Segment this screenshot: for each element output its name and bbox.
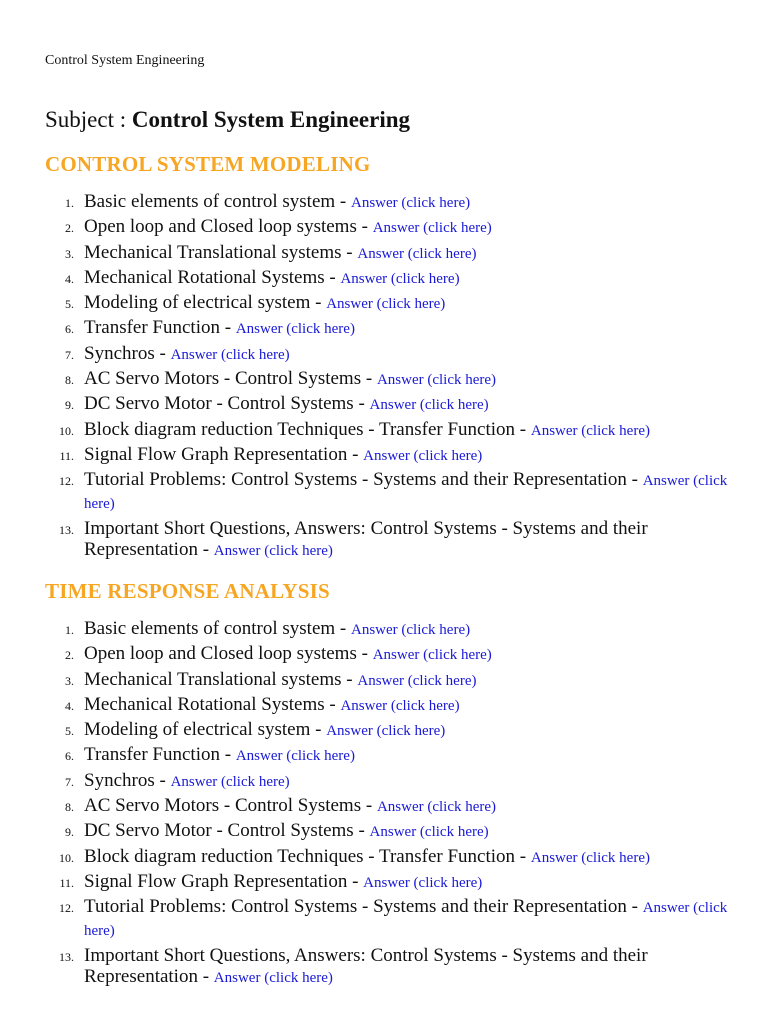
topic-title: AC Servo Motors - Control Systems bbox=[84, 795, 362, 817]
answer-link[interactable]: Answer (click here) bbox=[170, 773, 290, 790]
topic-title: Mechanical Rotational Systems bbox=[84, 266, 325, 288]
subject-prefix: Subject : bbox=[45, 107, 127, 132]
answer-link[interactable]: Answer (click here) bbox=[170, 346, 290, 363]
item-number: 9. bbox=[65, 398, 74, 413]
item-number: 3. bbox=[65, 246, 74, 261]
answer-link[interactable]: Answer (click here) bbox=[351, 622, 471, 638]
answer-link[interactable]: Answer (click here) bbox=[340, 697, 460, 714]
answer-link[interactable]: Answer (click here) bbox=[213, 542, 333, 559]
list-item bbox=[0, 444, 768, 467]
answer-link[interactable]: Answer (click here) bbox=[372, 647, 492, 664]
separator: - bbox=[353, 820, 370, 842]
topic-title: Basic elements of control system bbox=[84, 191, 336, 212]
item-number: 6. bbox=[65, 322, 74, 337]
item-number: 8. bbox=[65, 373, 74, 388]
answer-link[interactable]: Answer (click here) bbox=[372, 220, 492, 237]
item-number: 5. bbox=[65, 724, 74, 739]
item-number: 12. bbox=[59, 474, 74, 489]
separator: - bbox=[626, 896, 643, 918]
answer-link[interactable]: Answer (click here) bbox=[530, 422, 650, 439]
answer-link[interactable]: Answer (click here) bbox=[363, 447, 483, 464]
list-item bbox=[0, 694, 768, 717]
separator: - bbox=[515, 845, 531, 867]
separator: - bbox=[310, 719, 327, 741]
separator: - bbox=[324, 693, 341, 715]
item-number: 10. bbox=[59, 850, 74, 865]
list-item bbox=[0, 242, 768, 265]
topic-title: Open loop and Closed loop systems bbox=[84, 216, 357, 238]
topic-title: Basic elements of control system bbox=[84, 618, 336, 639]
list-item bbox=[0, 669, 768, 692]
list-item bbox=[0, 846, 768, 869]
item-number: 1. bbox=[65, 196, 74, 210]
answer-link[interactable]: Answer (click here) bbox=[84, 473, 728, 513]
answer-link[interactable]: Answer (click here) bbox=[357, 672, 477, 689]
topic-title: Open loop and Closed loop systems bbox=[84, 643, 357, 665]
separator: - bbox=[361, 368, 377, 390]
section-heading: CONTROL SYSTEM MODELING bbox=[45, 152, 371, 176]
topic-title: Mechanical Rotational Systems bbox=[84, 693, 325, 715]
topic-title: Tutorial Problems: Control Systems - Systems and their Representation bbox=[84, 896, 627, 918]
separator: - bbox=[361, 795, 377, 817]
topic-title: Signal Flow Graph Representation bbox=[84, 443, 348, 465]
list-item bbox=[0, 643, 768, 666]
list-item bbox=[0, 393, 768, 416]
topic-title: Modeling of electrical system bbox=[84, 292, 311, 314]
item-number: 5. bbox=[65, 297, 74, 312]
list-item bbox=[0, 216, 768, 239]
topic-title: Block diagram reduction Techniques - Transfer Function bbox=[84, 418, 516, 440]
topic-title: Synchros bbox=[84, 342, 155, 364]
answer-link[interactable]: Answer (click here) bbox=[235, 321, 355, 338]
topic-title: AC Servo Motors - Control Systems bbox=[84, 368, 362, 390]
separator: - bbox=[197, 538, 214, 560]
topic-title: Mechanical Translational systems bbox=[84, 668, 342, 690]
list-item bbox=[0, 343, 768, 366]
item-number: 1. bbox=[65, 623, 74, 637]
separator: - bbox=[347, 870, 364, 892]
separator: - bbox=[310, 292, 327, 314]
section-time-response-analysis bbox=[0, 578, 768, 991]
list-item bbox=[0, 469, 768, 515]
topic-title: Tutorial Problems: Control Systems - Systems and their Representation bbox=[84, 469, 627, 491]
item-number: 6. bbox=[65, 749, 74, 764]
list-item bbox=[0, 820, 768, 843]
list-item bbox=[0, 419, 768, 442]
answer-link[interactable]: Answer (click here) bbox=[357, 245, 477, 262]
list-item bbox=[0, 871, 768, 894]
list-item bbox=[0, 518, 768, 562]
section-heading: TIME RESPONSE ANALYSIS bbox=[45, 579, 330, 603]
topic-title: Important Short Questions, Answers: Control Systems - Systems and their Representation bbox=[84, 517, 648, 560]
answer-link[interactable]: Answer (click here) bbox=[369, 824, 489, 841]
list-item bbox=[0, 317, 768, 340]
item-number: 12. bbox=[59, 901, 74, 916]
list-item bbox=[0, 770, 768, 793]
item-number: 13. bbox=[59, 949, 74, 964]
item-number: 8. bbox=[65, 800, 74, 815]
answer-link[interactable]: Answer (click here) bbox=[213, 969, 333, 986]
item-number: 9. bbox=[65, 825, 74, 840]
subject-line bbox=[45, 106, 410, 134]
separator: - bbox=[335, 191, 351, 212]
item-number: 7. bbox=[65, 774, 74, 789]
list-item bbox=[0, 267, 768, 290]
list-item bbox=[0, 719, 768, 742]
list-item bbox=[0, 896, 768, 942]
topic-title: Mechanical Translational systems bbox=[84, 241, 342, 263]
subject-value: Control System Engineering bbox=[131, 107, 411, 132]
answer-link[interactable]: Answer (click here) bbox=[326, 296, 446, 313]
separator: - bbox=[515, 418, 531, 440]
list-item bbox=[0, 368, 768, 391]
topic-list bbox=[0, 618, 768, 989]
topic-title: Block diagram reduction Techniques - Transfer Function bbox=[84, 845, 516, 867]
answer-link[interactable]: Answer (click here) bbox=[363, 874, 483, 891]
separator: - bbox=[341, 241, 358, 263]
item-number: 13. bbox=[59, 522, 74, 537]
topic-title: Signal Flow Graph Representation bbox=[84, 870, 348, 892]
separator: - bbox=[335, 618, 351, 639]
item-number: 4. bbox=[65, 698, 74, 713]
list-item bbox=[0, 191, 768, 214]
answer-link[interactable]: Answer (click here) bbox=[340, 270, 460, 287]
answer-link[interactable]: Answer (click here) bbox=[376, 799, 497, 816]
separator: - bbox=[626, 469, 643, 491]
topic-title: DC Servo Motor - Control Systems bbox=[84, 393, 354, 415]
answer-link[interactable]: Answer (click here) bbox=[235, 748, 355, 765]
item-number: 11. bbox=[59, 875, 74, 890]
separator: - bbox=[341, 668, 358, 690]
item-number: 2. bbox=[65, 648, 74, 663]
item-number: 2. bbox=[65, 221, 74, 236]
item-number: 4. bbox=[65, 271, 74, 286]
running-header: Control System Engineering bbox=[45, 53, 205, 68]
separator: - bbox=[356, 216, 373, 238]
separator: - bbox=[324, 266, 341, 288]
separator: - bbox=[154, 769, 171, 791]
topic-list bbox=[0, 191, 768, 562]
item-number: 10. bbox=[59, 423, 74, 438]
topic-title: Modeling of electrical system bbox=[84, 719, 311, 741]
separator: - bbox=[220, 744, 236, 766]
section-control-system-modeling bbox=[0, 151, 768, 564]
separator: - bbox=[154, 342, 171, 364]
separator: - bbox=[347, 443, 364, 465]
answer-link[interactable]: Answer (click here) bbox=[530, 849, 650, 866]
topic-title: Transfer Function bbox=[84, 317, 220, 339]
separator: - bbox=[220, 317, 236, 339]
list-item bbox=[0, 292, 768, 315]
answer-link[interactable]: Answer (click here) bbox=[351, 195, 471, 211]
topic-title: Transfer Function bbox=[84, 744, 220, 766]
topic-title: Important Short Questions, Answers: Control Systems - Systems and their Representation bbox=[84, 944, 648, 987]
list-item bbox=[0, 945, 768, 989]
answer-link[interactable]: Answer (click here) bbox=[376, 372, 497, 389]
separator: - bbox=[197, 965, 214, 987]
item-number: 7. bbox=[65, 347, 74, 362]
topic-title: DC Servo Motor - Control Systems bbox=[84, 820, 354, 842]
list-item bbox=[0, 744, 768, 767]
answer-link[interactable]: Answer (click here) bbox=[84, 900, 728, 940]
topic-title: Synchros bbox=[84, 769, 155, 791]
answer-link[interactable]: Answer (click here) bbox=[326, 723, 446, 740]
item-number: 11. bbox=[59, 448, 74, 463]
list-item bbox=[0, 795, 768, 818]
separator: - bbox=[356, 643, 373, 665]
separator: - bbox=[353, 393, 370, 415]
answer-link[interactable]: Answer (click here) bbox=[369, 397, 489, 414]
list-item bbox=[0, 618, 768, 641]
item-number: 3. bbox=[65, 673, 74, 688]
